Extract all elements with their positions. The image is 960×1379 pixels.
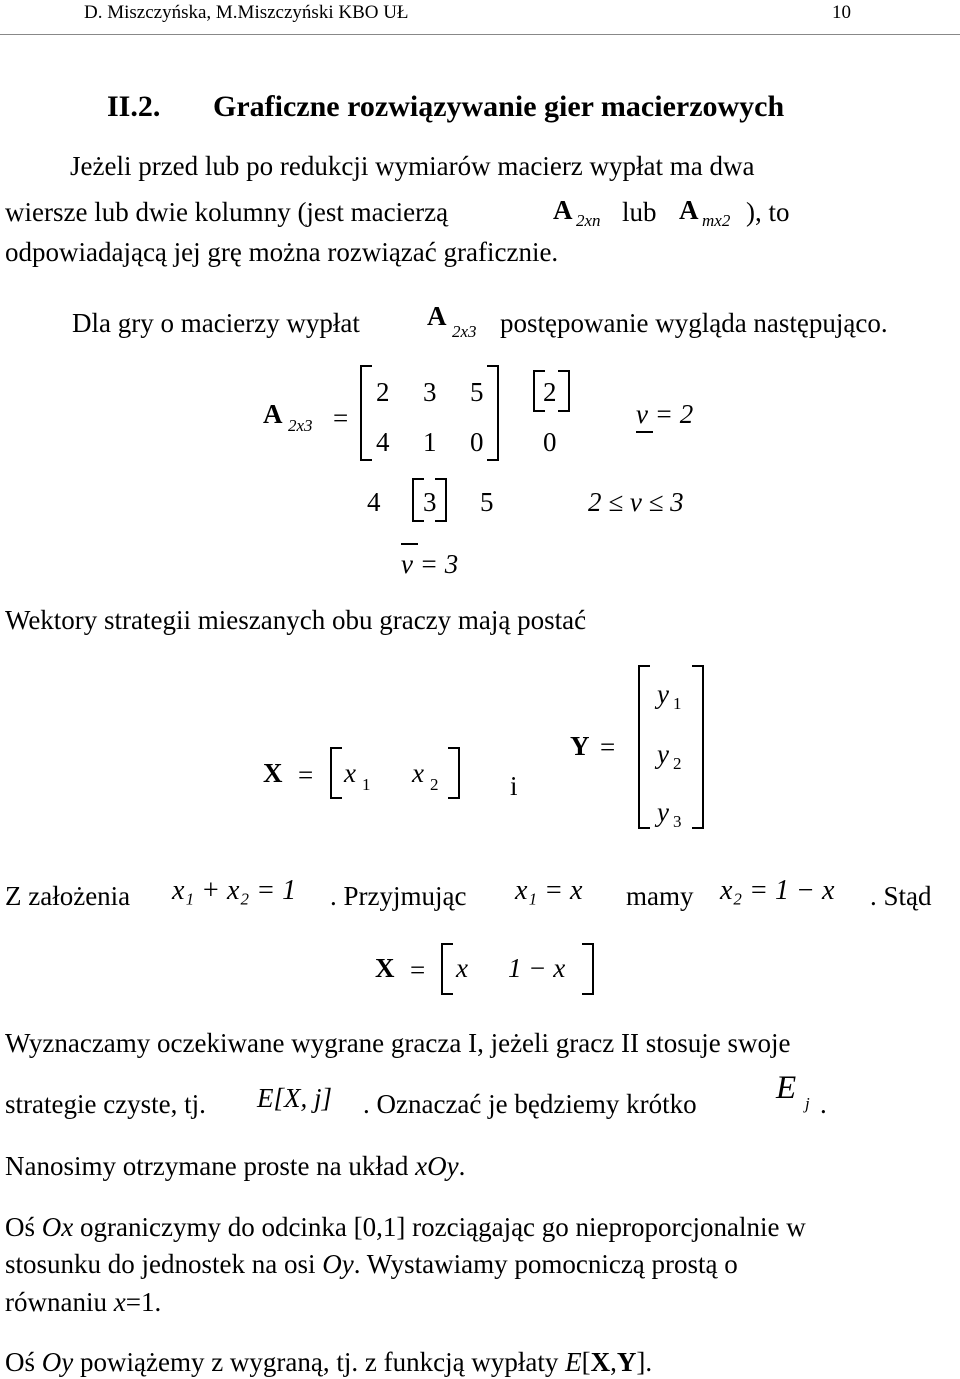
para5-line2-end: . bbox=[820, 1089, 827, 1119]
para1-line2-end: ), to bbox=[746, 197, 790, 227]
page-number: 10 bbox=[832, 2, 851, 23]
vector-X-x2-index: 2 bbox=[430, 775, 439, 794]
para7-l2b: Oy bbox=[322, 1249, 354, 1279]
para7-l1b: Ox bbox=[41, 1212, 74, 1242]
para4-start: Z założenia bbox=[5, 881, 131, 911]
row-min-1: 2 bbox=[543, 377, 557, 407]
vector-Y-label: Y bbox=[570, 731, 590, 761]
para1-line3: odpowiadającą jej grę można rozwiązać graficznie. bbox=[5, 237, 559, 267]
matrix-left-bracket bbox=[360, 365, 372, 461]
vector-Y-bracket-right bbox=[692, 665, 704, 829]
matrix-cell-1-1: 2 bbox=[376, 377, 390, 407]
matrix-cell-1-2: 3 bbox=[423, 377, 437, 407]
substitution-expr: x₁ = x bbox=[515, 875, 583, 906]
vector-X-final-x: x bbox=[456, 953, 468, 983]
para7-l2c: . Wystawiamy pomocniczą prostą o bbox=[353, 1249, 738, 1279]
para4-mid2: mamy bbox=[626, 881, 694, 911]
para7-line2 bbox=[5, 1248, 738, 1280]
vector-X-x1: x bbox=[344, 758, 356, 788]
para5-line1: Wyznaczamy oczekiwane wygrane gracza I, jeżeli gracz II stosuje swoje bbox=[5, 1028, 791, 1058]
expected-payoff-short-E: E bbox=[776, 1070, 797, 1106]
lower-game-value: v = 2 bbox=[636, 399, 694, 429]
vector-Y-y2: y bbox=[657, 739, 669, 769]
para7-l1c: ograniczymy do odcinka [0,1] rozciągając go nieproporcjonalnie w bbox=[73, 1212, 806, 1242]
para2-end: postępowanie wygląda następująco. bbox=[500, 308, 888, 338]
para7-line3 bbox=[5, 1286, 161, 1318]
vector-X-label: X bbox=[263, 758, 283, 788]
para8-d: E bbox=[565, 1347, 582, 1377]
para3: Wektory strategii mieszanych obu graczy mają postać bbox=[5, 605, 587, 635]
para1-line2-start: wiersze lub dwie kolumny (jest macierzą bbox=[5, 197, 449, 227]
expected-payoff-expr: E[X, j] bbox=[257, 1083, 333, 1113]
para8-a: Oś bbox=[5, 1347, 42, 1377]
para8-e: [ bbox=[581, 1347, 591, 1377]
para8-f: X bbox=[590, 1347, 611, 1377]
para4-end: . Stąd bbox=[870, 881, 932, 911]
para7-l2a: stosunku do jednostek na osi bbox=[5, 1249, 323, 1279]
matrix-cell-2-3: 0 bbox=[470, 427, 484, 457]
para8-c: powiążemy z wygraną, tj. z funkcją wypłaty bbox=[73, 1347, 566, 1377]
col-max-2: 3 bbox=[423, 487, 437, 517]
matrix-right-bracket bbox=[487, 365, 499, 461]
para1-line1: Jeżeli przed lub po redukcji wymiarów macierz wypłat ma dwa bbox=[70, 151, 755, 181]
col-max-1: 4 bbox=[367, 487, 381, 517]
para6-b: xOy bbox=[415, 1151, 459, 1181]
vector-X-bracket-left bbox=[330, 747, 342, 799]
vector-X-final-bracket-left bbox=[441, 943, 453, 995]
vector-X-final-label: X bbox=[375, 953, 395, 983]
expected-payoff-short-j: j bbox=[805, 1094, 810, 1113]
conjunction-i: i bbox=[510, 771, 518, 801]
row-min-2: 0 bbox=[543, 427, 557, 457]
vector-Y-y1-index: 1 bbox=[673, 694, 682, 713]
upper-game-value: v = 3 bbox=[401, 549, 459, 579]
matrix-cell-2-1: 4 bbox=[376, 427, 390, 457]
para7-l3b: x bbox=[113, 1287, 126, 1317]
matrix-label-A: A bbox=[263, 399, 283, 429]
vector-X-x1-index: 1 bbox=[362, 775, 371, 794]
para8-h: Y bbox=[616, 1347, 637, 1377]
matrix-equals: = bbox=[333, 403, 349, 433]
matrix-A-symbol: A bbox=[553, 195, 573, 225]
vector-Y-y3-index: 3 bbox=[673, 812, 682, 831]
vector-Y-y1: y bbox=[657, 679, 669, 709]
section-title: Graficzne rozwiązywanie gier macierzowych bbox=[213, 90, 785, 123]
vector-Y-equals: = bbox=[600, 732, 616, 762]
para6-c: . bbox=[458, 1151, 466, 1181]
para8 bbox=[5, 1346, 652, 1378]
matrix-A-symbol-2: A bbox=[679, 195, 699, 225]
vector-X-final-equals: = bbox=[410, 955, 426, 985]
running-header-authors: D. Miszczyńska, M.Miszczyński KBO UŁ bbox=[84, 2, 409, 23]
col-max-3: 5 bbox=[480, 487, 494, 517]
vector-X-final-bracket-right bbox=[582, 943, 594, 995]
matrix-A-symbol-3: A bbox=[427, 301, 447, 331]
vector-X-equals: = bbox=[298, 760, 314, 790]
para8-b: Oy bbox=[41, 1347, 74, 1377]
para7-l3c: =1. bbox=[125, 1287, 162, 1317]
subscript-2xn: 2xn bbox=[576, 211, 601, 230]
para2-start: Dla gry o macierzy wypłat bbox=[72, 308, 360, 338]
para8-g: , bbox=[610, 1347, 617, 1377]
vector-Y-y2-index: 2 bbox=[673, 754, 682, 773]
subscript-2x3: 2x3 bbox=[452, 322, 477, 341]
matrix-cell-2-2: 1 bbox=[423, 427, 437, 457]
condition-expr: x₁ + x₂ = 1 bbox=[172, 875, 297, 906]
section-number: II.2. bbox=[107, 90, 161, 123]
x2-expr: x₂ = 1 − x bbox=[720, 875, 835, 906]
row-min-bracket-right bbox=[558, 370, 570, 412]
para7-l1a: Oś bbox=[5, 1212, 42, 1242]
value-inequality: 2 ≤ v ≤ 3 bbox=[588, 487, 684, 517]
para7-l3a: równaniu bbox=[5, 1287, 114, 1317]
para6 bbox=[5, 1150, 465, 1182]
upper-value-overline bbox=[401, 543, 418, 545]
para7-line1 bbox=[5, 1211, 806, 1243]
para6-a: Nanosimy otrzymane proste na układ bbox=[5, 1151, 416, 1181]
para1-lub: lub bbox=[622, 197, 657, 227]
vector-X-x2: x bbox=[412, 758, 424, 788]
para8-i: ]. bbox=[636, 1347, 653, 1377]
para5-line2-mid: . Oznaczać je będziemy krótko bbox=[363, 1089, 697, 1119]
vector-Y-y3: y bbox=[657, 797, 669, 827]
matrix-cell-1-3: 5 bbox=[470, 377, 484, 407]
vector-X-bracket-right bbox=[448, 747, 460, 799]
subscript-mx2: mx2 bbox=[702, 211, 731, 230]
vector-X-final-1mx: 1 − x bbox=[508, 953, 566, 983]
header-rule bbox=[0, 34, 960, 35]
vector-Y-bracket-left bbox=[638, 665, 650, 829]
para4-mid1: . Przyjmując bbox=[330, 881, 467, 911]
col-max-bracket-right bbox=[435, 478, 447, 522]
matrix-label-subscript: 2x3 bbox=[288, 416, 313, 435]
lower-value-underline bbox=[636, 431, 653, 433]
para5-line2-start: strategie czyste, tj. bbox=[5, 1089, 206, 1119]
